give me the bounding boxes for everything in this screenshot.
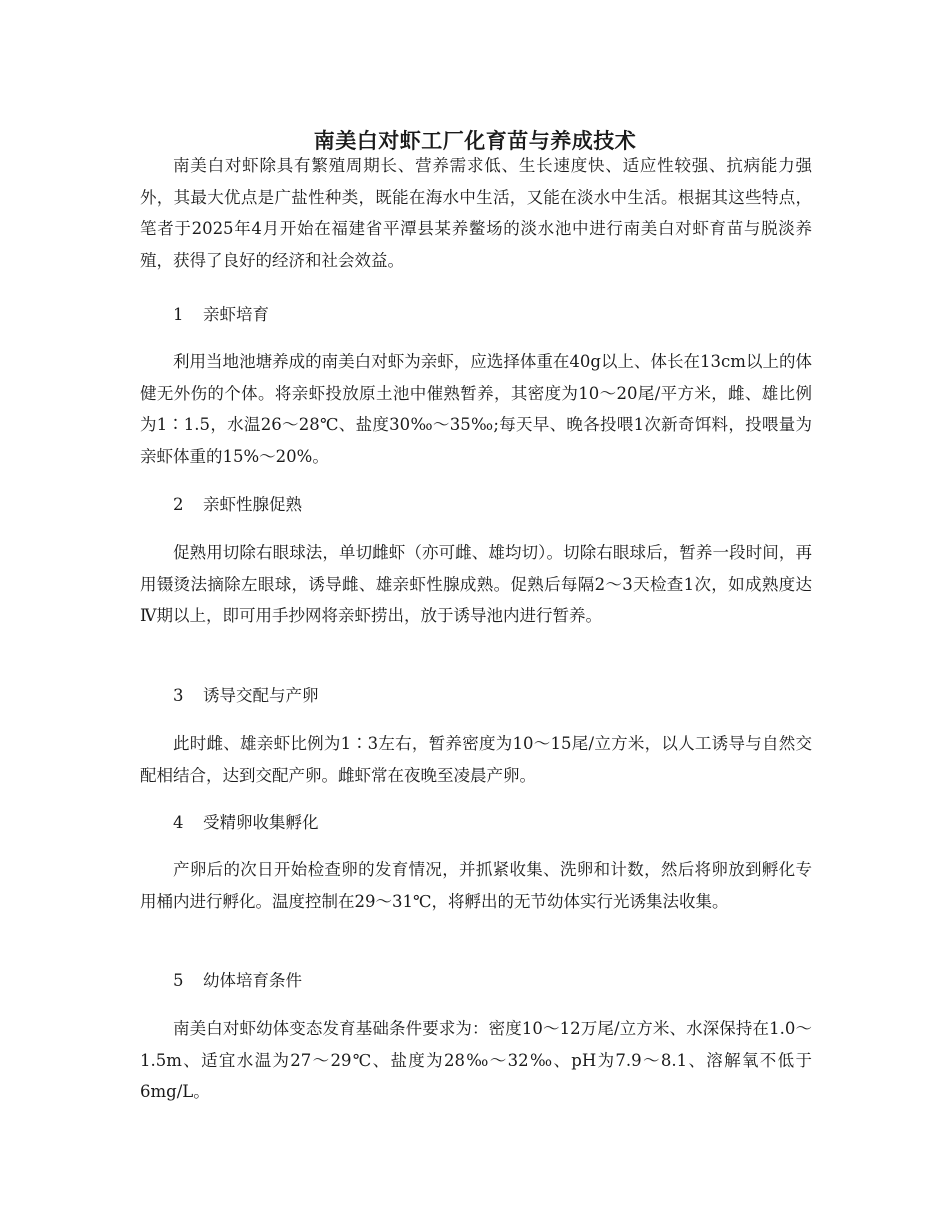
intro-paragraph: 南美白对虾除具有繁殖周期长、营养需求低、生长速度快、适应性较强、抗病能力强外，其最大优点是广盐性种类，既能在海水中生活，又能在淡水中生活。根据其这些特点，笔者于2025年4月开始在福建省平潭县某养鳖场的淡水池中进行南美白对虾育苗与脱淡养殖，获得了良好的经济和社会效益。 (140, 156, 812, 270)
section-body-4: 产卵后的次日开始检查卵的发育情况，并抓紧收集、洗卵和计数，然后将卵放到孵化专用桶内进行孵化。温度控制在29～31℃，将孵出的无节幼体实行光诱集法收集。 (140, 860, 812, 911)
section-heading-text: 诱导交配与产卵 (203, 686, 319, 705)
document-title: 南美白对虾工厂化育苗与养成技术 (313, 128, 637, 154)
section-heading-text: 亲虾培育 (203, 305, 269, 324)
section-body-3: 此时雌、雄亲虾比例为1∶3左右，暂养密度为10～15尾/立方米，以人工诱导与自然交配相结合，达到交配产卵。雌虾常在夜晚至凌晨产卵。 (140, 734, 812, 785)
section-heading-1 (173, 300, 269, 330)
section-number: 2 (173, 495, 184, 514)
section-body-1: 利用当地池塘养成的南美白对虾为亲虾，应选择体重在40g以上、体长在13cm以上的体健无外伤的个体。将亲虾投放原土池中催熟暂养，其密度为10～20尾/平方米，雌、雄比例为1∶1.5，水温26～28℃、盐度30‰～35‰;每天早、晚各投喂1次新奇饵料，投喂量为亲虾体重的15%～20%。 (140, 352, 812, 466)
section-heading-text: 亲虾性腺促熟 (203, 495, 302, 514)
section-body-5: 南美白对虾幼体变态发育基础条件要求为：密度10～12万尾/立方米、水深保持在1.0～1.5m、适宜水温为27～29℃、盐度为28‰～32‰、pH为7.9～8.1、溶解氧不低于6mg/L。 (140, 1019, 812, 1101)
section-heading-2 (173, 490, 302, 520)
section-heading-3 (173, 681, 319, 711)
section-heading-text: 幼体培育条件 (203, 971, 302, 990)
section-number: 4 (173, 813, 184, 832)
section-heading-5 (173, 966, 302, 996)
section-heading-4 (173, 808, 319, 838)
section-number: 3 (173, 686, 184, 705)
section-body-2: 促熟用切除右眼球法，单切雌虾（亦可雌、雄均切）。切除右眼球后，暂养一段时间，再用镊烫法摘除左眼球，诱导雌、雄亲虾性腺成熟。促熟后每隔2～3天检查1次，如成熟度达Ⅳ期以上，即可用手抄网将亲虾捞出，放于诱导池内进行暂养。 (140, 543, 812, 625)
section-heading-text: 受精卵收集孵化 (203, 813, 319, 832)
section-number: 1 (173, 305, 184, 324)
section-number: 5 (173, 971, 184, 990)
